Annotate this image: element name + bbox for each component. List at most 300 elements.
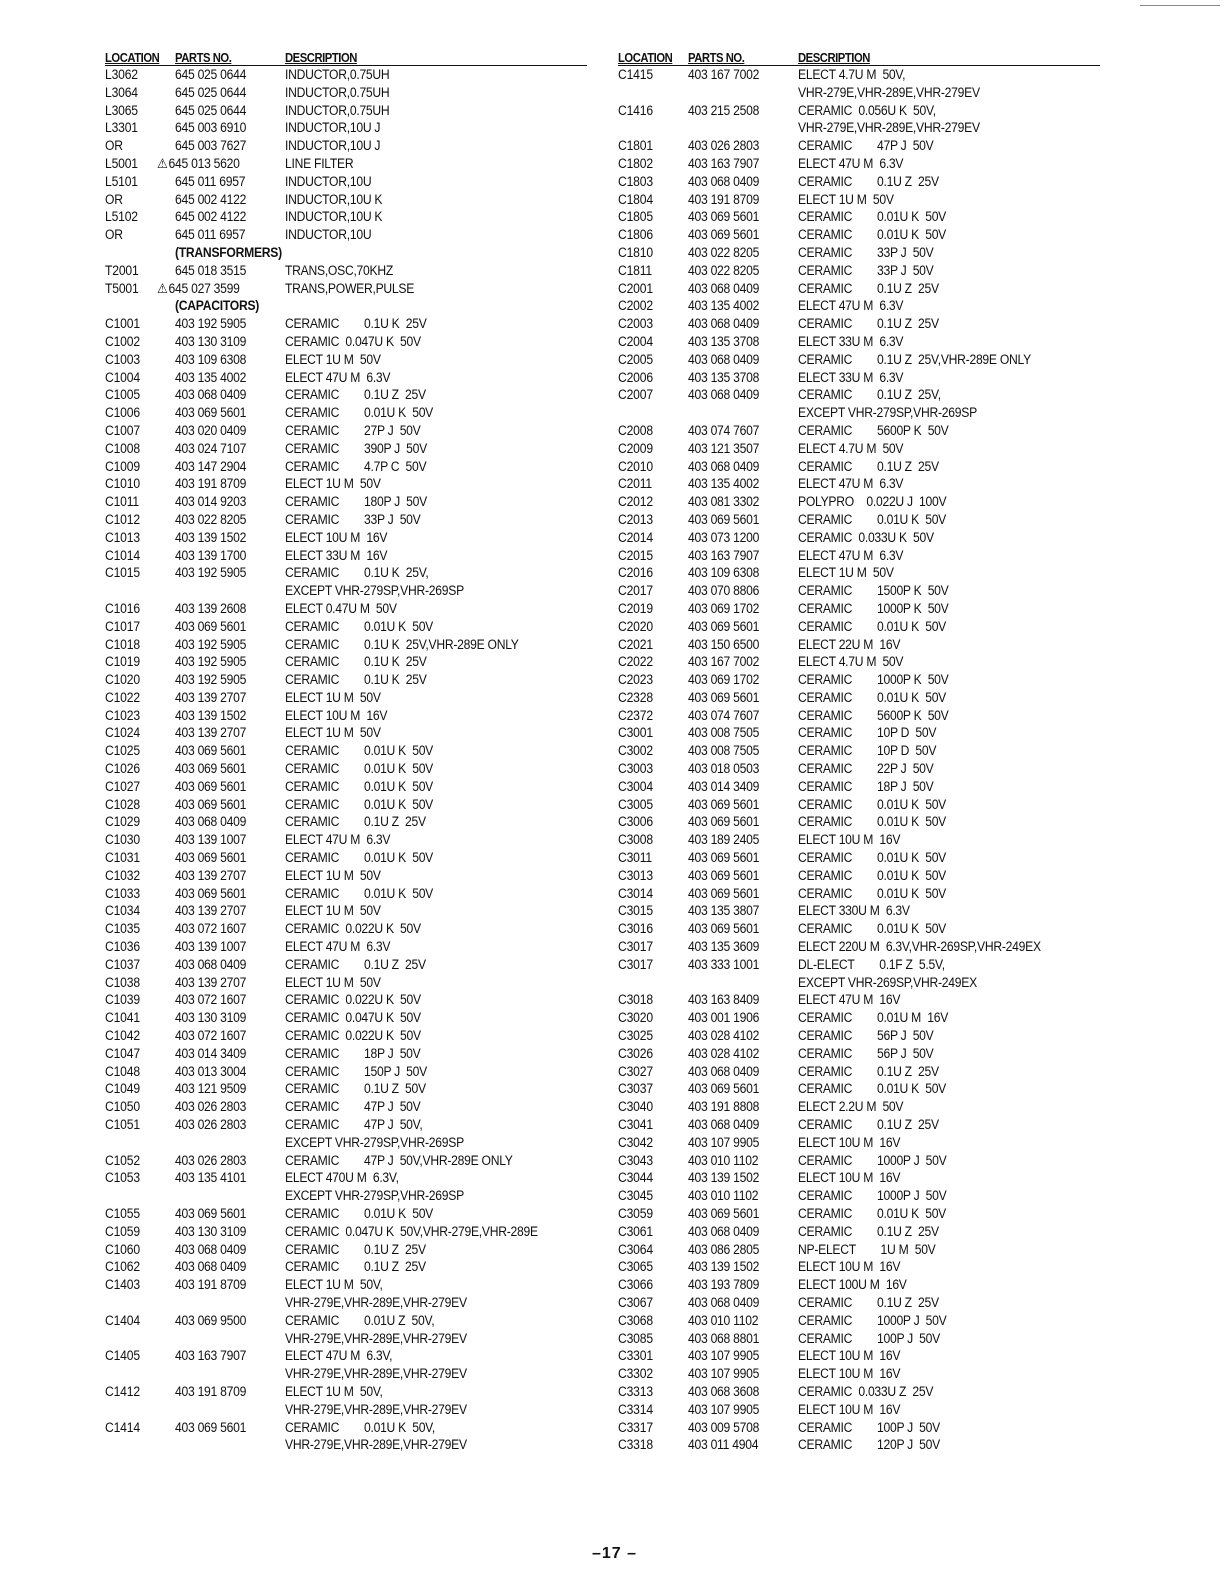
- table-row: [618, 422, 1100, 440]
- description-cell: EXCEPT VHR-279SP,VHR-269SP: [285, 1188, 464, 1204]
- description-cell: ELECT 100U M 16V: [798, 1277, 907, 1293]
- table-row: [618, 920, 1100, 938]
- parts-no-cell: 403 139 1007: [175, 832, 247, 848]
- location-cell: C3018: [618, 992, 653, 1008]
- description-cell: ELECT 1U M 50V: [285, 476, 381, 492]
- table-row: [618, 564, 1100, 582]
- table-row: [105, 66, 587, 84]
- parts-no-cell: 403 069 5601: [175, 778, 247, 794]
- parts-no-cell: [688, 119, 787, 137]
- description-cell: CERAMIC 0.1U Z 25V: [285, 1241, 426, 1257]
- table-row: [618, 653, 1100, 671]
- table-row: [105, 1098, 587, 1116]
- parts-no-cell: 403 074 7607: [688, 422, 760, 438]
- table-row: [618, 707, 1100, 725]
- location-cell: C3067: [618, 1294, 653, 1310]
- location-cell: C3005: [618, 796, 653, 812]
- parts-no-cell: 403 068 0409: [175, 956, 247, 972]
- table-row: [105, 475, 587, 493]
- location-cell: C1012: [105, 511, 140, 527]
- location-cell: C1004: [105, 369, 140, 385]
- description-cell: INDUCTOR,0.75UH: [285, 84, 390, 100]
- location-cell: C3026: [618, 1045, 653, 1061]
- table-row: [105, 1009, 587, 1027]
- parts-no-cell: [175, 1401, 274, 1419]
- parts-no-cell: 403 163 7907: [175, 1348, 247, 1364]
- parts-no-cell: [688, 84, 787, 102]
- section-heading-row: [105, 297, 587, 315]
- location-cell: C3027: [618, 1063, 653, 1079]
- location-cell: C3002: [618, 743, 653, 759]
- description-cell: DL-ELECT 0.1F Z 5.5V,: [798, 956, 945, 972]
- description-cell: CERAMIC 5600P K 50V: [798, 707, 949, 723]
- parts-no-cell: 403 135 3708: [688, 369, 760, 385]
- parts-no-cell: 403 139 2707: [175, 725, 247, 741]
- table-row: [105, 902, 587, 920]
- parts-no-cell: 645 002 4122: [175, 209, 247, 225]
- location-cell: [105, 1401, 168, 1419]
- location-cell: C2014: [618, 529, 653, 545]
- description-cell: [285, 244, 557, 262]
- description-cell: CERAMIC 0.01U K 50V: [798, 1206, 947, 1221]
- location-cell: C2020: [618, 618, 653, 634]
- description-cell: INDUCTOR,10U J: [285, 138, 381, 154]
- description-cell: CERAMIC 0.1U Z 25V: [285, 1259, 426, 1275]
- table-row: [105, 778, 587, 796]
- location-cell: C3006: [618, 814, 653, 830]
- location-cell: C3313: [618, 1383, 653, 1399]
- parts-no-cell: 403 193 7809: [688, 1277, 760, 1293]
- description-cell: CERAMIC 47P J 50V: [798, 138, 934, 154]
- parts-no-cell: 403 068 8801: [688, 1330, 760, 1346]
- location-cell: C1801: [618, 138, 653, 154]
- description-cell: EXCEPT VHR-279SP,VHR-269SP: [798, 405, 977, 421]
- location-cell: C2006: [618, 369, 653, 385]
- table-row: [105, 724, 587, 742]
- description-cell: ELECT 1U M 50V: [285, 974, 381, 990]
- location-cell: C2019: [618, 600, 653, 616]
- parts-list-left: [105, 66, 587, 1454]
- table-row: [105, 1134, 587, 1152]
- table-row: [618, 155, 1100, 173]
- location-cell: C3065: [618, 1259, 653, 1275]
- description-cell: ELECT 0.47U M 50V: [285, 600, 397, 616]
- description-cell: CERAMIC 0.01U K 50V: [285, 778, 434, 794]
- description-cell: CERAMIC 1000P J 50V: [798, 1188, 947, 1204]
- description-cell: CERAMIC 0.01U K 50V: [798, 618, 947, 634]
- table-row: [105, 102, 587, 120]
- table-row: [105, 974, 587, 992]
- location-cell: C2008: [618, 422, 653, 438]
- table-row: [105, 1276, 587, 1294]
- parts-no-cell: 403 068 0409: [688, 1294, 760, 1310]
- location-cell: C1055: [105, 1206, 140, 1221]
- table-row: [618, 1436, 1100, 1454]
- parts-no-cell: 403 069 5601: [688, 1081, 760, 1097]
- parts-no-cell: 403 107 9905: [688, 1348, 760, 1364]
- parts-no-cell: 403 215 2508: [688, 102, 760, 118]
- description-cell: CERAMIC 0.1U K 25V: [285, 316, 427, 332]
- location-cell: C1027: [105, 778, 140, 794]
- table-row: [618, 742, 1100, 760]
- table-row: [105, 885, 587, 903]
- parts-no-cell: 403 010 1102: [688, 1312, 759, 1328]
- safety-warning-icon: ⚠: [157, 280, 168, 296]
- parts-no-cell: 403 068 0409: [175, 1241, 247, 1257]
- description-cell: ELECT 10U M 16V: [798, 1366, 901, 1382]
- description-cell: ELECT 47U M 6.3V: [798, 547, 904, 563]
- location-cell: [618, 119, 681, 137]
- location-cell: [105, 244, 168, 262]
- parts-no-cell: [175, 582, 274, 600]
- parts-no-cell: 403 069 5601: [175, 1419, 247, 1435]
- table-row: [105, 991, 587, 1009]
- location-cell: C1014: [105, 547, 140, 563]
- table-row: [105, 653, 587, 671]
- parts-no-cell: 403 022 8205: [688, 244, 760, 260]
- parts-no-cell: 403 167 7002: [688, 654, 760, 670]
- description-cell: CERAMIC 4.7P C 50V: [285, 458, 427, 474]
- location-cell: C1053: [105, 1170, 140, 1186]
- parts-no-cell: 403 139 1700: [175, 547, 247, 563]
- description-cell: ELECT 10U M 16V: [798, 1170, 901, 1186]
- description-cell: CERAMIC 33P J 50V: [798, 262, 934, 278]
- table-row: [105, 938, 587, 956]
- parts-no-cell: 403 024 7107: [175, 440, 247, 456]
- description-cell: CERAMIC 0.033U Z 25V: [798, 1383, 934, 1399]
- description-cell: CERAMIC 18P J 50V: [285, 1045, 421, 1061]
- table-row: [105, 226, 587, 244]
- table-row: [105, 831, 587, 849]
- parts-no-cell: [157, 155, 272, 173]
- parts-no-cell: 403 069 5601: [175, 1206, 247, 1221]
- description-cell: ELECT 1U M 50V,: [285, 1383, 383, 1399]
- parts-no-cell: 403 139 2707: [175, 903, 247, 919]
- description-cell: ELECT 47U M 6.3V: [285, 832, 391, 848]
- location-cell: C1047: [105, 1045, 140, 1061]
- location-cell: C2328: [618, 689, 653, 705]
- parts-no-cell: 403 072 1607: [175, 1028, 247, 1044]
- table-row: [618, 440, 1100, 458]
- parts-no-cell: 403 135 3609: [688, 939, 760, 955]
- table-row: [105, 956, 587, 974]
- table-row: [618, 315, 1100, 333]
- table-row: [618, 262, 1100, 280]
- parts-no-cell: 403 192 5905: [175, 636, 247, 652]
- header-location: LOCATION: [618, 51, 673, 65]
- description-cell: CERAMIC 0.1U Z 25V: [798, 316, 939, 332]
- parts-no-cell: 403 107 9905: [688, 1366, 760, 1382]
- description-cell: CERAMIC 0.01U K 50V: [798, 1081, 947, 1097]
- parts-no-cell: 403 069 5601: [175, 743, 247, 759]
- description-cell: CERAMIC 47P J 50V,: [285, 1117, 423, 1133]
- parts-no-cell: 403 069 5601: [688, 796, 760, 812]
- location-cell: C3003: [618, 761, 653, 777]
- description-cell: TRANS,OSC,70KHZ: [285, 262, 394, 278]
- parts-no-cell: 403 069 5601: [688, 850, 760, 866]
- table-row: [105, 813, 587, 831]
- location-cell: C1405: [105, 1348, 140, 1364]
- location-cell: C1008: [105, 440, 140, 456]
- location-cell: [105, 1365, 168, 1383]
- table-row: [105, 280, 587, 298]
- table-row: [618, 618, 1100, 636]
- location-cell: C1404: [105, 1312, 140, 1328]
- table-row: [618, 351, 1100, 369]
- description-cell: CERAMIC 0.01U K 50V: [798, 921, 947, 937]
- description-cell: CERAMIC 0.01U Z 50V,: [285, 1312, 435, 1328]
- table-row: [105, 1347, 587, 1365]
- parts-no-cell: 403 069 5601: [688, 885, 760, 901]
- parts-no-cell: 403 069 5601: [688, 814, 760, 830]
- description-cell: CERAMIC 1000P K 50V: [798, 672, 949, 688]
- table-row: [618, 173, 1100, 191]
- location-cell: C1059: [105, 1223, 140, 1239]
- description-cell: CERAMIC 56P J 50V: [798, 1045, 934, 1061]
- table-row: [618, 760, 1100, 778]
- location-cell: C3317: [618, 1419, 653, 1435]
- description-cell: CERAMIC 100P J 50V: [798, 1419, 941, 1435]
- table-row: [618, 796, 1100, 814]
- parts-no-cell: 403 068 0409: [688, 1117, 760, 1133]
- parts-no-cell: 645 003 7627: [175, 138, 247, 154]
- location-cell: [105, 582, 168, 600]
- location-cell: C1011: [105, 494, 140, 510]
- location-cell: C1015: [105, 565, 140, 581]
- parts-no-cell: 403 069 5601: [175, 850, 247, 866]
- description-cell: CERAMIC 0.047U K 50V: [285, 333, 421, 349]
- description-cell: CERAMIC 0.01U K 50V: [285, 1206, 434, 1221]
- location-cell: [105, 1187, 168, 1205]
- location-cell: C1048: [105, 1063, 140, 1079]
- location-cell: C1810: [618, 244, 653, 260]
- parts-no-cell: 645 003 6910: [175, 120, 247, 136]
- parts-no-cell: 403 333 1001: [688, 956, 760, 972]
- table-row: [105, 1312, 587, 1330]
- table-row: [618, 724, 1100, 742]
- description-cell: VHR-279E,VHR-289E,VHR-279EV: [285, 1401, 467, 1417]
- parts-no-cell: 645 011 6957: [175, 227, 246, 243]
- description-cell: ELECT 1U M 50V: [285, 351, 381, 367]
- table-row: [105, 1169, 587, 1187]
- parts-no-cell: 403 139 1502: [175, 529, 247, 545]
- description-cell: EXCEPT VHR-279SP,VHR-269SP: [285, 1134, 464, 1150]
- table-row: [105, 333, 587, 351]
- table-row: [618, 1080, 1100, 1098]
- table-row: [618, 333, 1100, 351]
- parts-no-cell: 403 135 4002: [175, 369, 247, 385]
- parts-no-cell: 403 163 7907: [688, 547, 760, 563]
- header-description: DESCRIPTION: [798, 51, 870, 65]
- table-row: [618, 1009, 1100, 1027]
- table-row: [105, 1294, 587, 1312]
- location-cell: C1412: [105, 1383, 140, 1399]
- description-cell: CERAMIC 0.01U K 50V: [285, 405, 434, 421]
- location-cell: C3020: [618, 1010, 653, 1026]
- location-cell: C2021: [618, 636, 653, 652]
- table-row: [105, 440, 587, 458]
- description-cell: CERAMIC 180P J 50V: [285, 494, 428, 510]
- description-cell: ELECT 1U M 50V: [285, 725, 381, 741]
- description-cell: ELECT 4.7U M 50V: [798, 654, 904, 670]
- description-cell: CERAMIC 0.1U Z 25V: [285, 387, 426, 403]
- table-row: [618, 1241, 1100, 1259]
- parts-no-cell: 403 010 1102: [688, 1188, 759, 1204]
- description-cell: CERAMIC 18P J 50V: [798, 778, 934, 794]
- table-row: [105, 1116, 587, 1134]
- table-row: [105, 173, 587, 191]
- description-cell: CERAMIC 0.01U K 50V: [798, 796, 947, 812]
- parts-no-cell: 403 135 3708: [688, 333, 760, 349]
- location-cell: C1416: [618, 102, 653, 118]
- location-cell: C1403: [105, 1277, 140, 1293]
- description-cell: TRANS,POWER,PULSE: [285, 280, 415, 296]
- description-cell: CERAMIC 0.01U K 50V: [798, 867, 947, 883]
- parts-list-right: [618, 66, 1100, 1454]
- parts-no-cell: 403 135 4101: [175, 1170, 247, 1186]
- parts-no-cell: 403 069 5601: [175, 796, 247, 812]
- parts-no-cell: [175, 1134, 274, 1152]
- description-cell: VHR-279E,VHR-289E,VHR-279EV: [285, 1294, 467, 1310]
- parts-no-cell: 403 069 5601: [175, 618, 247, 634]
- table-row: [618, 1258, 1100, 1276]
- location-cell: L3301: [105, 120, 138, 136]
- parts-no-cell: 403 068 0409: [175, 387, 247, 403]
- parts-no-cell: 403 068 0409: [688, 387, 760, 403]
- parts-no-cell: 403 069 5601: [688, 867, 760, 883]
- table-row: [618, 1276, 1100, 1294]
- parts-column-left: [105, 48, 587, 1454]
- description-cell: ELECT 1U M 50V: [798, 191, 894, 207]
- description-cell: ELECT 33U M 6.3V: [798, 333, 904, 349]
- table-row: [105, 547, 587, 565]
- table-row: [618, 956, 1100, 974]
- table-row: [105, 707, 587, 725]
- location-cell: C1013: [105, 529, 140, 545]
- table-row: [618, 600, 1100, 618]
- table-row: [105, 1365, 587, 1383]
- table-row: [105, 369, 587, 387]
- description-cell: CERAMIC 0.1U Z 25V: [798, 1223, 939, 1239]
- table-row: [618, 475, 1100, 493]
- location-cell: C2001: [618, 280, 653, 296]
- description-cell: CERAMIC 1000P K 50V: [798, 600, 949, 616]
- table-row: [105, 689, 587, 707]
- location-cell: C1032: [105, 867, 140, 883]
- location-cell: [618, 404, 681, 422]
- table-row: [618, 974, 1100, 992]
- table-row: [618, 991, 1100, 1009]
- parts-no-cell: 403 008 7505: [688, 743, 760, 759]
- description-cell: VHR-279E,VHR-289E,VHR-279EV: [285, 1330, 467, 1346]
- location-cell: C2004: [618, 333, 653, 349]
- location-cell: C2012: [618, 494, 653, 510]
- description-cell: CERAMIC 0.1U K 25V,: [285, 565, 429, 581]
- location-cell: C2022: [618, 654, 653, 670]
- location-cell: C1001: [105, 316, 140, 332]
- description-cell: CERAMIC 0.1U Z 25V: [798, 1117, 939, 1133]
- location-cell: C1037: [105, 956, 140, 972]
- parts-no-cell: 403 147 2904: [175, 458, 247, 474]
- parts-no-cell: 403 028 4102: [688, 1045, 760, 1061]
- location-cell: C3015: [618, 903, 653, 919]
- location-cell: C3042: [618, 1134, 653, 1150]
- section-heading: (CAPACITORS): [175, 298, 260, 314]
- parts-no-cell: 403 081 3302: [688, 494, 760, 510]
- parts-no-cell: 403 068 0409: [688, 1223, 760, 1239]
- table-row: [618, 493, 1100, 511]
- table-row: [618, 137, 1100, 155]
- description-cell: CERAMIC 0.01U K 50V: [285, 885, 434, 901]
- description-cell: CERAMIC 0.056U K 50V,: [798, 102, 936, 118]
- parts-no-cell: 403 026 2803: [175, 1152, 247, 1168]
- table-row: [105, 920, 587, 938]
- table-row: [105, 760, 587, 778]
- parts-no-cell: [175, 1330, 274, 1348]
- description-cell: ELECT 470U M 6.3V,: [285, 1170, 399, 1186]
- description-cell: INDUCTOR,10U: [285, 173, 372, 189]
- location-cell: C1041: [105, 1010, 140, 1026]
- table-row: [618, 1098, 1100, 1116]
- table-row: [618, 831, 1100, 849]
- table-row: [618, 1169, 1100, 1187]
- safety-warning-icon: ⚠: [157, 155, 168, 171]
- location-cell: C1038: [105, 974, 140, 990]
- description-cell: CERAMIC 10P D 50V: [798, 743, 937, 759]
- description-cell: CERAMIC 1000P J 50V: [798, 1152, 947, 1168]
- location-cell: OR: [105, 227, 123, 243]
- table-row: [618, 636, 1100, 654]
- parts-no-cell: 403 135 3807: [688, 903, 760, 919]
- parts-no-cell: [175, 1436, 274, 1454]
- table-row: [618, 1419, 1100, 1437]
- parts-no-cell: 403 109 6308: [688, 565, 760, 581]
- table-row: [618, 102, 1100, 120]
- location-cell: C3016: [618, 921, 653, 937]
- description-cell: ELECT 10U M 16V: [285, 707, 388, 723]
- parts-no-cell: 403 192 5905: [175, 654, 247, 670]
- table-row: [105, 1205, 587, 1223]
- parts-no-cell: 403 068 0409: [688, 280, 760, 296]
- parts-no-cell: 403 069 5601: [688, 511, 760, 527]
- description-cell: CERAMIC 0.01U K 50V: [798, 227, 947, 243]
- table-row: [618, 1116, 1100, 1134]
- parts-no-cell: 403 011 4904: [688, 1437, 759, 1453]
- description-cell: ELECT 1U M 50V,: [285, 1277, 383, 1293]
- table-row: [105, 1401, 587, 1419]
- location-cell: C3041: [618, 1117, 653, 1133]
- description-cell: CERAMIC 0.1U Z 25V: [285, 956, 426, 972]
- location-cell: C2011: [618, 476, 653, 492]
- description-cell: ELECT 33U M 16V: [285, 547, 388, 563]
- column-header: [105, 48, 587, 66]
- parts-no-cell: 403 069 5601: [688, 209, 760, 225]
- description-cell: CERAMIC 0.01U M 16V: [798, 1010, 949, 1026]
- description-cell: ELECT 47U M 6.3V: [798, 476, 904, 492]
- table-row: [105, 84, 587, 102]
- location-cell: C2005: [618, 351, 653, 367]
- table-row: [105, 867, 587, 885]
- parts-no-cell: 645 025 0644: [175, 84, 247, 100]
- table-row: [105, 1241, 587, 1259]
- location-cell: C3314: [618, 1401, 653, 1417]
- description-cell: CERAMIC 0.01U K 50V: [798, 814, 947, 830]
- table-row: [105, 1187, 587, 1205]
- parts-no-cell: 403 013 3004: [175, 1063, 247, 1079]
- table-row: [105, 1383, 587, 1401]
- parts-no-cell: 403 068 0409: [688, 351, 760, 367]
- parts-no-cell: 403 068 0409: [688, 1063, 760, 1079]
